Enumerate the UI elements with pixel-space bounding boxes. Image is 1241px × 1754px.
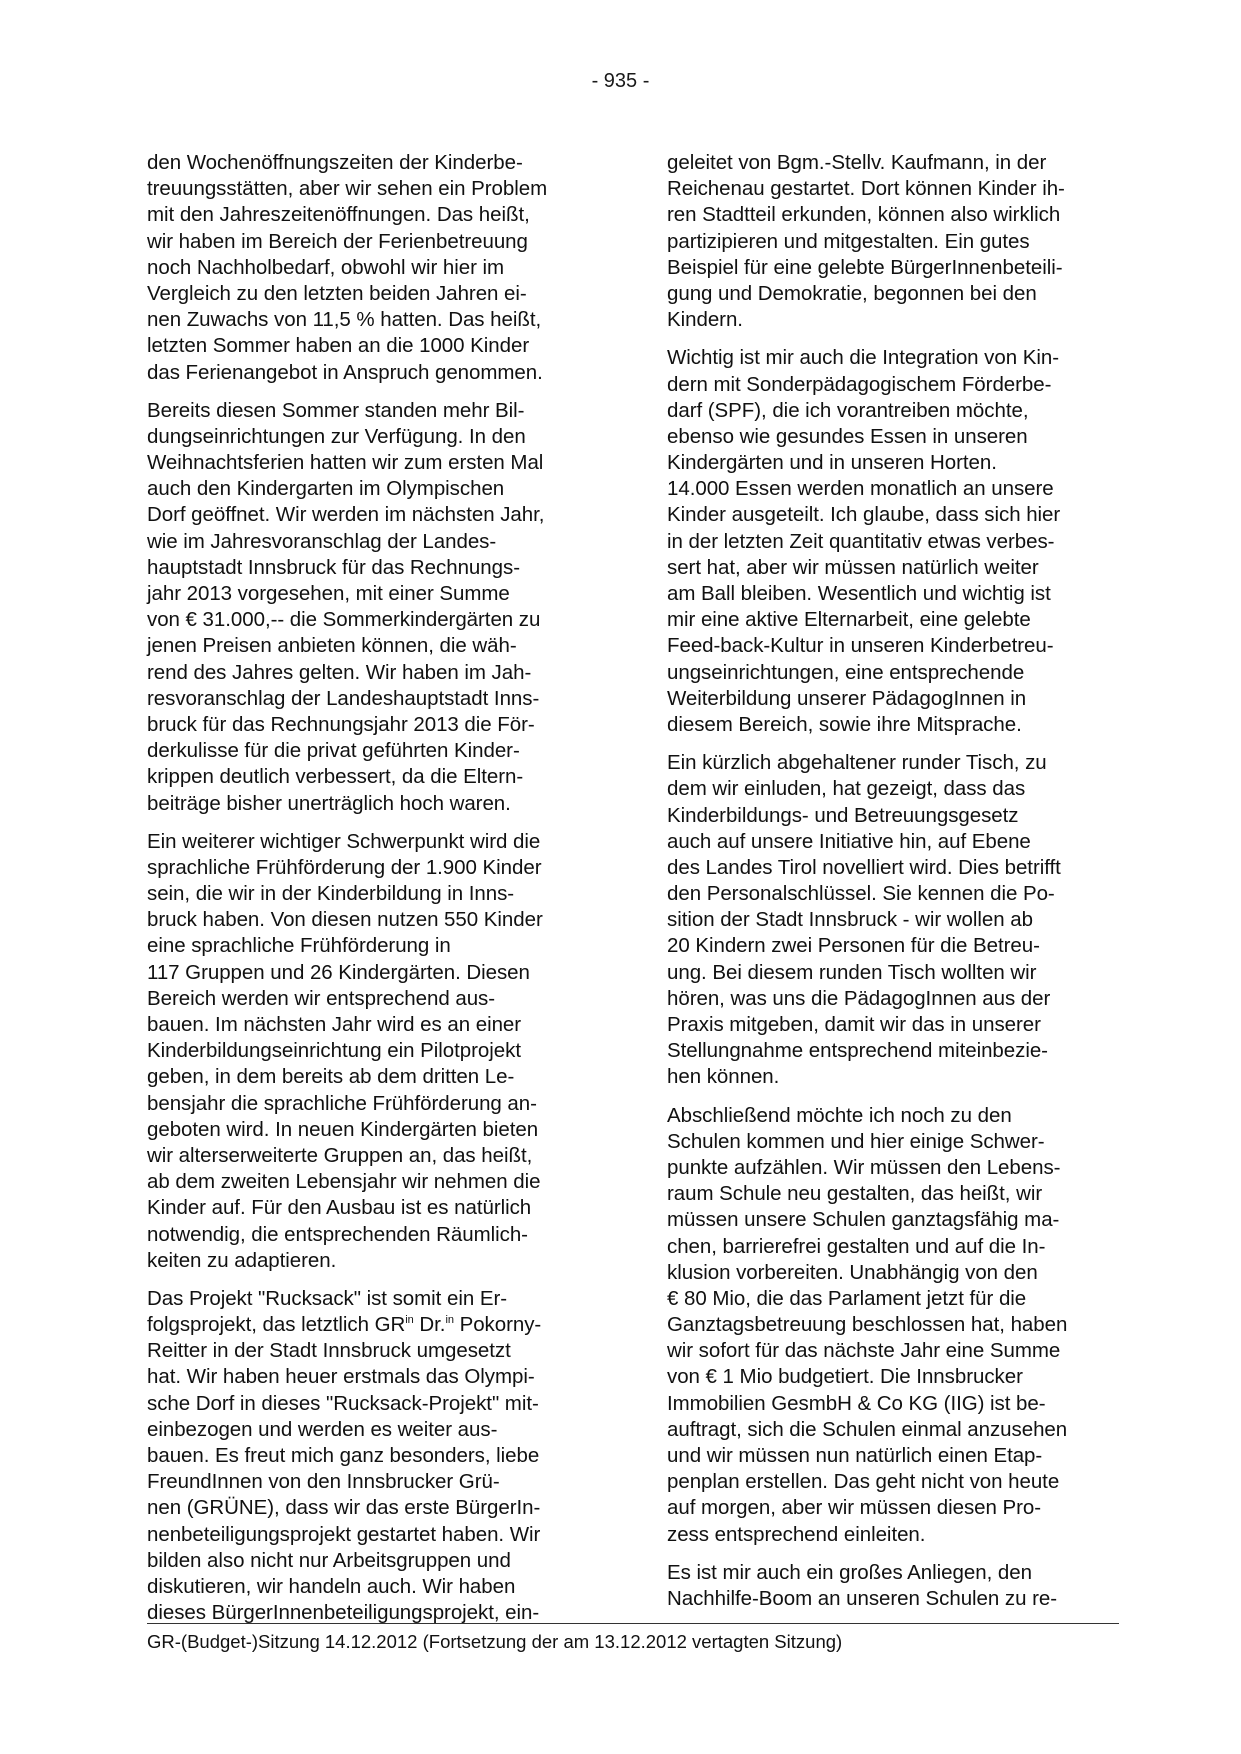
text-line: bruck für das Rechnungsjahr 2013 die För- bbox=[147, 712, 535, 736]
text-line: den Wochenöffnungszeiten der Kinderbe- bbox=[147, 151, 523, 174]
text-line: treuungsstätten, aber wir sehen ein Problem bbox=[147, 177, 548, 201]
text-line: rend des Jahres gelten. Wir haben im Jah- bbox=[147, 660, 532, 684]
text-line: den Personalschlüssel. Sie kennen die Po- bbox=[667, 882, 1055, 906]
paragraph bbox=[667, 1560, 1107, 1612]
text-line: Praxis mitgeben, damit wir das in unserer bbox=[667, 1013, 1041, 1036]
text-line: Wichtig ist mir auch die Integration von Kin- bbox=[667, 346, 1059, 370]
text-line: Das Projekt "Rucksack" ist somit ein Er- bbox=[147, 1286, 508, 1310]
page-number: - 935 - bbox=[591, 70, 650, 92]
text-line: zess entsprechend einleiten. bbox=[667, 1522, 926, 1546]
text-line: ebenso wie gesundes Essen in unseren bbox=[667, 424, 1028, 448]
text-line: sition der Stadt Innsbruck - wir wollen ab bbox=[667, 908, 1033, 932]
text-line: ren Stadtteil erkunden, können also wirklich bbox=[667, 203, 1061, 227]
text-line: € 80 Mio, die das Parlament jetzt für die bbox=[667, 1286, 1027, 1310]
text-line: müssen unsere Schulen ganztagsfähig ma- bbox=[667, 1208, 1060, 1232]
text-line: das Ferienangebot in Anspruch genommen. bbox=[147, 360, 543, 384]
superscript: in bbox=[445, 1314, 454, 1327]
text-line: jenen Preisen anbieten können, die wäh- bbox=[147, 634, 517, 658]
text-line: Ein weiterer wichtiger Schwerpunkt wird die bbox=[147, 829, 541, 853]
text-line: Kinderbildungseinrichtung ein Pilotprojekt bbox=[147, 1039, 521, 1063]
text-line: notwendig, die entsprechenden Räumlich- bbox=[147, 1222, 528, 1246]
text-line: Kindern. bbox=[667, 308, 743, 332]
text-line: wie im Jahresvoranschlag der Landes- bbox=[147, 529, 497, 553]
text-line: Kinder ausgeteilt. Ich glaube, dass sich hier bbox=[667, 503, 1061, 527]
text-line: chen, barrierefrei gestalten und auf die In- bbox=[667, 1234, 1046, 1258]
text-line: sprachliche Frühförderung der 1.900 Kinder bbox=[147, 855, 542, 879]
text-line: bilden also nicht nur Arbeitsgruppen und bbox=[147, 1548, 511, 1572]
right-column bbox=[667, 150, 1107, 1624]
text-line: resvoranschlag der Landeshauptstadt Inns- bbox=[147, 686, 540, 710]
text-line: partizipieren und mitgestalten. Ein gutes bbox=[667, 229, 1030, 253]
paragraph bbox=[147, 150, 587, 386]
text-line: beiträge bisher unerträglich hoch waren. bbox=[147, 791, 511, 815]
text-line: dern mit Sonderpädagogischem Förderbe- bbox=[667, 372, 1052, 396]
text-line: Kindergärten und in unseren Horten. bbox=[667, 451, 997, 475]
text-line: auftragt, sich die Schulen einmal anzusehen bbox=[667, 1417, 1068, 1441]
text-line: Es ist mir auch ein großes Anliegen, den bbox=[667, 1560, 1032, 1584]
text-line: ungseinrichtungen, eine entsprechende bbox=[667, 660, 1025, 684]
text-line: keiten zu adaptieren. bbox=[147, 1248, 337, 1272]
text-line: penplan erstellen. Das geht nicht von heute bbox=[667, 1470, 1060, 1494]
text-line: diesem Bereich, sowie ihre Mitsprache. bbox=[667, 712, 1022, 736]
text-line: Reichenau gestartet. Dort können Kinder ih- bbox=[667, 177, 1065, 201]
text-line: in der letzten Zeit quantitativ etwas verbes- bbox=[667, 529, 1055, 553]
text-line: Dorf geöffnet. Wir werden im nächsten Jahr, bbox=[147, 503, 545, 527]
text-line: Beispiel für eine gelebte BürgerInnenbeteili- bbox=[667, 255, 1063, 279]
text-line: gung und Demokratie, begonnen bei den bbox=[667, 281, 1037, 305]
text-line: krippen deutlich verbessert, da die Eltern- bbox=[147, 765, 524, 789]
text-line: dem wir einluden, hat gezeigt, dass das bbox=[667, 777, 1026, 801]
text-line: Ein kürzlich abgehaltener runder Tisch, zu bbox=[667, 751, 1047, 775]
text-line: Nachhilfe-Boom an unseren Schulen zu re- bbox=[667, 1586, 1057, 1610]
text-line: nen Zuwachs von 11,5 % hatten. Das heißt, bbox=[147, 308, 542, 332]
text-line: von € 1 Mio budgetiert. Die Innsbrucker bbox=[667, 1365, 1023, 1389]
paragraph bbox=[147, 398, 587, 817]
text-line: dieses BürgerInnenbeteiligungsprojekt, ein- bbox=[147, 1601, 540, 1625]
text-line: jahr 2013 vorgesehen, mit einer Summe bbox=[147, 582, 510, 605]
text-line: bauen. Es freut mich ganz besonders, liebe bbox=[147, 1444, 540, 1467]
text-line: mir eine aktive Elternarbeit, eine gelebte bbox=[667, 608, 1031, 632]
text-line: Bereich werden wir entsprechend aus- bbox=[147, 986, 496, 1010]
text-line: Kinder auf. Für den Ausbau ist es natürlich bbox=[147, 1196, 532, 1220]
text-line: Weihnachtsferien hatten wir zum ersten Mal bbox=[147, 451, 544, 475]
left-column bbox=[147, 150, 587, 1638]
text-line: 117 Gruppen und 26 Kindergärten. Diesen bbox=[147, 960, 530, 984]
text-line: ung. Bei diesem runden Tisch wollten wir bbox=[667, 960, 1037, 984]
text-line: raum Schule neu gestalten, das heißt, wir bbox=[667, 1182, 1043, 1206]
text-line: noch Nachholbedarf, obwohl wir hier im bbox=[147, 255, 505, 279]
text-line: Kinderbildungs- und Betreuungsgesetz bbox=[667, 803, 1019, 827]
text-line: FreundInnen von den Innsbrucker Grü- bbox=[147, 1470, 500, 1494]
text-line: einbezogen und werden es weiter aus- bbox=[147, 1417, 498, 1441]
text-line: hen können. bbox=[667, 1065, 780, 1089]
paragraph bbox=[667, 750, 1107, 1090]
text-line: 20 Kindern zwei Personen für die Betreu- bbox=[667, 934, 1040, 958]
superscript: in bbox=[405, 1314, 414, 1327]
page-footer: GR-(Budget-)Sitzung 14.12.2012 (Fortsetzung der am 13.12.2012 vertagten Sitzung) bbox=[147, 1631, 843, 1652]
text-line: geboten wird. In neuen Kindergärten bieten bbox=[147, 1117, 539, 1141]
text-line: Abschließend möchte ich noch zu den bbox=[667, 1103, 1012, 1127]
text-line: auf morgen, aber wir müssen diesen Pro- bbox=[667, 1496, 1042, 1520]
text-fragment: Pokorny- bbox=[453, 1313, 542, 1337]
text-line: Stellungnahme entsprechend miteinbezie- bbox=[667, 1039, 1048, 1063]
text-fragment: Dr. bbox=[413, 1313, 446, 1337]
text-line bbox=[147, 1312, 587, 1338]
text-line: sert hat, aber wir müssen natürlich weiter bbox=[667, 555, 1039, 579]
text-line: von € 31.000,-- die Sommerkindergärten zu bbox=[147, 608, 541, 632]
text-line: bauen. Im nächsten Jahr wird es an einer bbox=[147, 1013, 522, 1036]
text-line: Vergleich zu den letzten beiden Jahren ei- bbox=[147, 281, 527, 305]
text-line: darf (SPF), die ich vorantreiben möchte, bbox=[667, 398, 1029, 422]
text-line: Feed-back-Kultur in unseren Kinderbetreu- bbox=[667, 634, 1054, 658]
text-line: klusion vorbereiten. Unabhängig von den bbox=[667, 1260, 1038, 1284]
text-line: auch den Kindergarten im Olympischen bbox=[147, 477, 505, 501]
text-line: derkulisse für die privat geführten Kinder- bbox=[147, 739, 520, 763]
text-line: hören, was uns die PädagogInnen aus der bbox=[667, 986, 1051, 1010]
paragraph bbox=[147, 1286, 587, 1626]
paragraph bbox=[667, 150, 1107, 333]
text-line: diskutieren, wir handeln auch. Wir haben bbox=[147, 1574, 516, 1598]
text-line: Weiterbildung unserer PädagogInnen in bbox=[667, 686, 1027, 710]
text-line: sche Dorf in dieses "Rucksack-Projekt" mit- bbox=[147, 1391, 539, 1415]
text-line: geleitet von Bgm.-Stellv. Kaufmann, in der bbox=[667, 151, 1047, 174]
text-line: wir alterserweiterte Gruppen an, das heißt, bbox=[147, 1143, 533, 1167]
text-line: Bereits diesen Sommer standen mehr Bil- bbox=[147, 398, 525, 422]
text-line: und wir müssen nun natürlich einen Etap- bbox=[667, 1444, 1043, 1467]
text-line: des Landes Tirol novelliert wird. Dies betrifft bbox=[667, 855, 1061, 879]
text-line: Immobilien GesmbH & Co KG (IIG) ist be- bbox=[667, 1391, 1046, 1415]
text-line: letzten Sommer haben an die 1000 Kinder bbox=[147, 334, 530, 358]
text-line: Reitter in der Stadt Innsbruck umgesetzt bbox=[147, 1339, 511, 1363]
paragraph bbox=[667, 345, 1107, 738]
text-line: bruck haben. Von diesen nutzen 550 Kinder bbox=[147, 908, 543, 932]
text-line: wir sofort für das nächste Jahr eine Summe bbox=[667, 1339, 1061, 1363]
text-line: am Ball bleiben. Wesentlich und wichtig ist bbox=[667, 582, 1051, 605]
paragraph bbox=[667, 1103, 1107, 1548]
text-line: hat. Wir haben heuer erstmals das Olympi- bbox=[147, 1365, 535, 1389]
text-line: auch auf unsere Initiative hin, auf Ebene bbox=[667, 829, 1031, 853]
text-line: mit den Jahreszeitenöffnungen. Das heißt, bbox=[147, 203, 530, 227]
text-line: bensjahr die sprachliche Frühförderung an- bbox=[147, 1091, 537, 1115]
text-line: punkte aufzählen. Wir müssen den Lebens- bbox=[667, 1155, 1061, 1179]
text-line: dungseinrichtungen zur Verfügung. In den bbox=[147, 424, 526, 448]
text-line: nen (GRÜNE), dass wir das erste BürgerIn- bbox=[147, 1496, 541, 1520]
text-line: Ganztagsbetreuung beschlossen hat, haben bbox=[667, 1313, 1068, 1337]
text-line: eine sprachliche Frühförderung in bbox=[147, 934, 451, 958]
text-line: sein, die wir in der Kinderbildung in Inns- bbox=[147, 882, 515, 906]
footer-divider bbox=[147, 1623, 1119, 1624]
text-line: Schulen kommen und hier einige Schwer- bbox=[667, 1129, 1045, 1153]
text-line: wir haben im Bereich der Ferienbetreuung bbox=[147, 229, 528, 253]
text-line: ab dem zweiten Lebensjahr wir nehmen die bbox=[147, 1170, 541, 1194]
text-line: hauptstadt Innsbruck für das Rechnungs- bbox=[147, 555, 520, 579]
text-line: nenbeteiligungsprojekt gestartet haben. Wir bbox=[147, 1522, 541, 1546]
paragraph bbox=[147, 829, 587, 1274]
text-line: geben, in dem bereits ab dem dritten Le- bbox=[147, 1065, 515, 1089]
text-line: 14.000 Essen werden monatlich an unsere bbox=[667, 477, 1054, 501]
text-fragment: folgsprojekt, das letztlich GR bbox=[147, 1313, 406, 1337]
